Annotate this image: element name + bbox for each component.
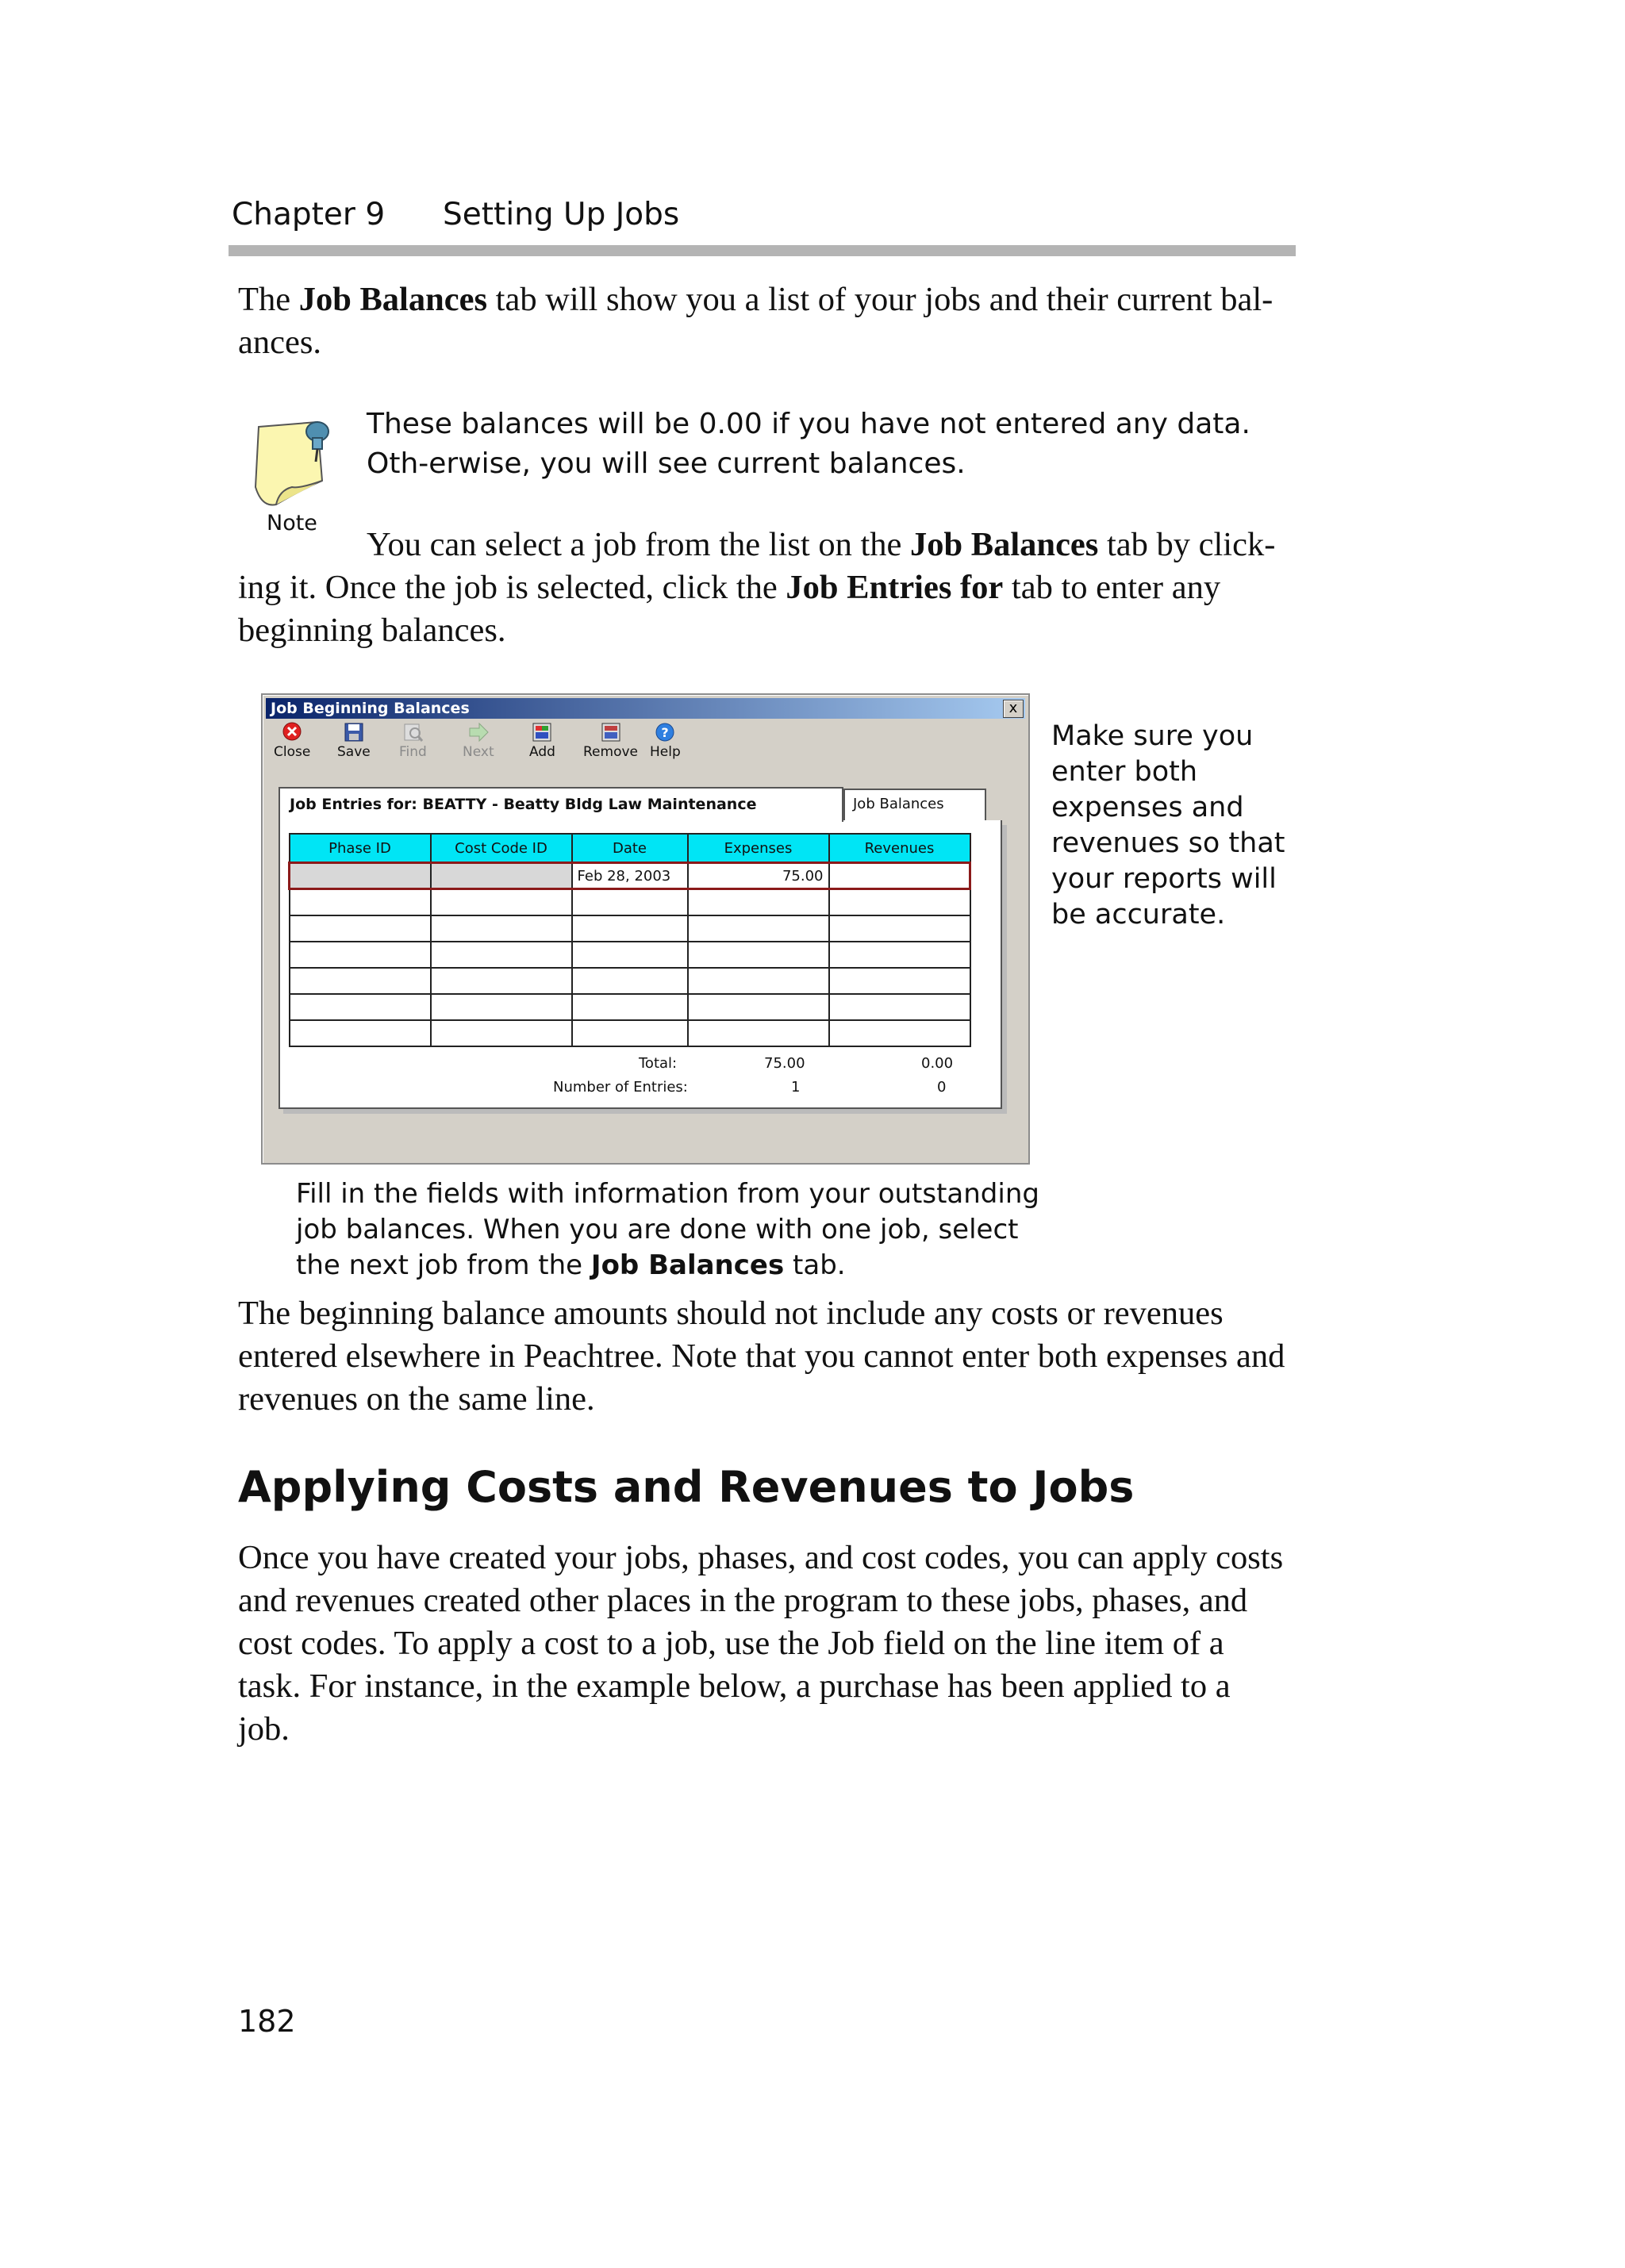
empty-cell[interactable] xyxy=(572,968,688,994)
toolbar-close-button[interactable] xyxy=(274,722,310,760)
paragraph-beginning-balance: The beginning balance amounts should not include any costs or revenues entered elsewhere in Peachtree. Note that you cannot enter both expenses and revenues on the same line. xyxy=(238,1295,1285,1418)
paragraph-applying-costs: Once you have created your jobs, phases, and cost codes, you can apply costs and revenues created other places in the program to these jobs, phases, and cost codes. To apply a cost to a job, use the Job field on the line item of a task. For instance, in the example below, a purchase has been applied to a job. xyxy=(238,1539,1284,1748)
help-icon xyxy=(654,722,676,743)
entries-expenses: 1 xyxy=(791,1079,801,1096)
table-row[interactable] xyxy=(290,889,970,915)
next-arrow-icon xyxy=(467,722,490,743)
figure-caption xyxy=(296,1176,1058,1284)
cell-date[interactable]: Feb 28, 2003 xyxy=(572,863,688,889)
paragraph-select-job xyxy=(238,524,1285,652)
empty-cell[interactable] xyxy=(688,994,829,1020)
toolbar-find-button[interactable] xyxy=(399,722,427,760)
empty-cell[interactable] xyxy=(829,968,970,994)
toolbar-next-label: Next xyxy=(463,744,494,760)
para1-text-b: tab will show you a list of your jobs and their current bal-ances. xyxy=(238,281,1273,361)
empty-cell[interactable] xyxy=(572,1020,688,1046)
table-row[interactable] xyxy=(290,1020,970,1046)
empty-cell[interactable] xyxy=(290,942,431,968)
find-icon xyxy=(401,722,424,743)
empty-cell[interactable] xyxy=(688,942,829,968)
empty-cell[interactable] xyxy=(829,915,970,942)
side-annotation: Make sure you enter both expenses and revenues so that your reports will be accurate. xyxy=(1051,720,1285,931)
remove-icon xyxy=(600,722,622,743)
column-header-cost-code-id[interactable]: Cost Code ID xyxy=(431,834,572,863)
table-row[interactable] xyxy=(290,942,970,968)
para2-bold-b: Job Entries for xyxy=(786,569,1004,606)
column-header-revenues[interactable]: Revenues xyxy=(829,834,970,863)
tab-job-entries-for[interactable]: Job Entries for: BEATTY - Beatty Bldg Law Maintenance xyxy=(279,787,843,822)
empty-cell[interactable] xyxy=(688,1020,829,1046)
total-label: Total: xyxy=(639,1055,678,1072)
toolbar-next-button[interactable] xyxy=(463,722,494,760)
add-icon xyxy=(531,722,553,743)
empty-cell[interactable] xyxy=(290,994,431,1020)
empty-cell[interactable] xyxy=(688,968,829,994)
caption-bold: Job Balances xyxy=(590,1249,785,1281)
cell-cost-code-id[interactable] xyxy=(431,863,572,889)
grid-header-row xyxy=(290,834,970,863)
empty-cell[interactable] xyxy=(572,889,688,915)
empty-cell[interactable] xyxy=(572,915,688,942)
empty-cell[interactable] xyxy=(688,915,829,942)
empty-cell[interactable] xyxy=(290,889,431,915)
para1-text-a: The xyxy=(238,281,299,318)
page-number: 182 xyxy=(238,2004,296,2039)
empty-cell[interactable] xyxy=(290,1020,431,1046)
entries-label: Number of Entries: xyxy=(553,1079,688,1096)
svg-text:?: ? xyxy=(661,725,670,740)
para1-bold: Job Balances xyxy=(298,281,488,318)
empty-cell[interactable] xyxy=(431,915,572,942)
save-icon xyxy=(343,722,365,743)
toolbar-save-button[interactable] xyxy=(337,722,371,760)
caption-text-b: tab. xyxy=(784,1249,846,1281)
window-titlebar xyxy=(266,698,1025,719)
toolbar-help-label: Help xyxy=(650,744,681,760)
tab-panel-body xyxy=(279,820,1002,1109)
cell-revenues[interactable] xyxy=(829,863,970,889)
table-row[interactable] xyxy=(290,863,970,889)
caption-text-a: Fill in the fields with information from your outstanding job balances. When you are done with one job, select the next job from the xyxy=(296,1178,1039,1281)
empty-cell[interactable] xyxy=(431,889,572,915)
toolbar-remove-button[interactable] xyxy=(583,722,638,760)
empty-cell[interactable] xyxy=(688,889,829,915)
total-expenses: 75.00 xyxy=(764,1055,805,1072)
column-header-date[interactable]: Date xyxy=(572,834,688,863)
entries-revenues: 0 xyxy=(937,1079,947,1096)
column-header-expenses[interactable]: Expenses xyxy=(688,834,829,863)
job-beginning-balances-window xyxy=(261,693,1030,1165)
tab-panel xyxy=(279,787,1008,1152)
toolbar-find-label: Find xyxy=(399,744,427,760)
cell-phase-id[interactable] xyxy=(290,863,431,889)
total-revenues: 0.00 xyxy=(921,1055,954,1072)
para2-text-c: tab to enter any beginning balances. xyxy=(238,569,1221,649)
empty-cell[interactable] xyxy=(290,968,431,994)
toolbar-close-label: Close xyxy=(274,744,311,760)
empty-cell[interactable] xyxy=(829,994,970,1020)
empty-cell[interactable] xyxy=(431,994,572,1020)
toolbar-save-label: Save xyxy=(337,744,371,760)
toolbar-add-label: Add xyxy=(529,744,555,760)
empty-cell[interactable] xyxy=(431,968,572,994)
paragraph-job-balances xyxy=(238,278,1285,364)
para2-text-b: tab by click-ing it. Once the job is selected, click the xyxy=(238,526,1276,606)
table-row[interactable] xyxy=(290,968,970,994)
empty-cell[interactable] xyxy=(829,889,970,915)
para2-bold-a: Job Balances xyxy=(910,526,1099,563)
tab-job-balances[interactable]: Job Balances xyxy=(843,789,986,820)
toolbar-help-button[interactable] xyxy=(650,722,681,760)
section-heading: Applying Costs and Revenues to Jobs xyxy=(238,1462,1135,1512)
table-row[interactable] xyxy=(290,994,970,1020)
note-text: These balances will be 0.00 if you have not entered any data. Oth-erwise, you will see current balances. xyxy=(367,408,1250,480)
empty-cell[interactable] xyxy=(290,915,431,942)
column-header-phase-id[interactable]: Phase ID xyxy=(290,834,431,863)
window-close-button[interactable]: x xyxy=(1003,700,1024,718)
chapter-label: Chapter 9 xyxy=(232,197,386,232)
empty-cell[interactable] xyxy=(572,942,688,968)
toolbar-add-button[interactable] xyxy=(529,722,555,760)
close-icon xyxy=(281,722,303,743)
empty-cell[interactable] xyxy=(829,1020,970,1046)
note-label: Note xyxy=(267,511,317,535)
empty-cell[interactable] xyxy=(431,942,572,968)
table-row[interactable] xyxy=(290,915,970,942)
empty-cell[interactable] xyxy=(572,994,688,1020)
chapter-title: Setting Up Jobs xyxy=(443,197,680,232)
job-entries-grid xyxy=(288,833,971,1047)
window-title: Job Beginning Balances xyxy=(271,700,470,717)
empty-cell[interactable] xyxy=(829,942,970,968)
empty-cell[interactable] xyxy=(431,1020,572,1046)
para2-text-a: You can select a job from the list on the xyxy=(367,526,911,563)
toolbar-remove-label: Remove xyxy=(583,744,638,760)
header-rule xyxy=(229,245,1296,256)
cell-expenses[interactable]: 75.00 xyxy=(688,863,829,889)
